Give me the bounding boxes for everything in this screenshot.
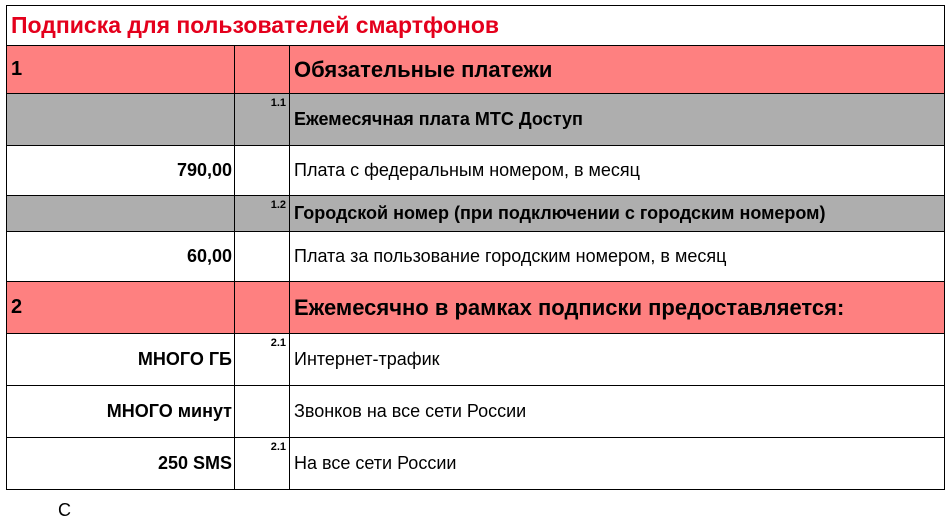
table-row (7, 146, 945, 196)
row-description: Плата с федеральным номером, в месяц (290, 146, 945, 195)
section-number: 1 (7, 46, 235, 93)
tariff-table (6, 5, 945, 490)
table-row (7, 232, 945, 282)
subsection-row-1-1 (7, 94, 945, 146)
ref-cell (235, 386, 290, 437)
ref-label: 1.1 (270, 97, 286, 109)
section-number: 2 (7, 282, 235, 333)
subsection-title: Городской номер (при подключении с городским номером) (290, 196, 945, 231)
value-cell (7, 94, 235, 145)
value-cell (7, 196, 235, 231)
table-row (7, 438, 945, 490)
section-ref-cell (235, 46, 290, 93)
table-row (7, 334, 945, 386)
subsection-row-1-2 (7, 196, 945, 232)
ref-cell (235, 232, 290, 281)
price-value: 790,00 (7, 146, 235, 195)
row-description: На все сети России (290, 438, 945, 489)
allowance-value: МНОГО минут (7, 386, 235, 437)
section-ref-cell (235, 282, 290, 333)
ref-cell (235, 94, 290, 145)
allowance-value: МНОГО ГБ (7, 334, 235, 385)
ref-label: 2.1 (270, 337, 286, 349)
footer-text-fragment: С (58, 500, 71, 520)
row-description: Интернет-трафик (290, 334, 945, 385)
ref-label: 2.1 (270, 441, 286, 453)
section-row-1 (7, 46, 945, 94)
allowance-value: 250 SMS (7, 438, 235, 489)
ref-cell (235, 438, 290, 489)
ref-label: 1.2 (270, 199, 286, 211)
subsection-title: Ежемесячная плата МТС Доступ (290, 94, 945, 145)
row-description: Плата за пользование городским номером, в месяц (290, 232, 945, 281)
section-title: Обязательные платежи (290, 46, 945, 93)
table-title: Подписка для пользователей смартфонов (7, 6, 945, 46)
ref-cell (235, 146, 290, 195)
price-value: 60,00 (7, 232, 235, 281)
row-description: Звонков на все сети России (290, 386, 945, 437)
section-row-2 (7, 282, 945, 334)
table-row (7, 386, 945, 438)
section-title: Ежемесячно в рамках подписки предоставляется: (290, 282, 945, 333)
ref-cell (235, 334, 290, 385)
ref-cell (235, 196, 290, 231)
